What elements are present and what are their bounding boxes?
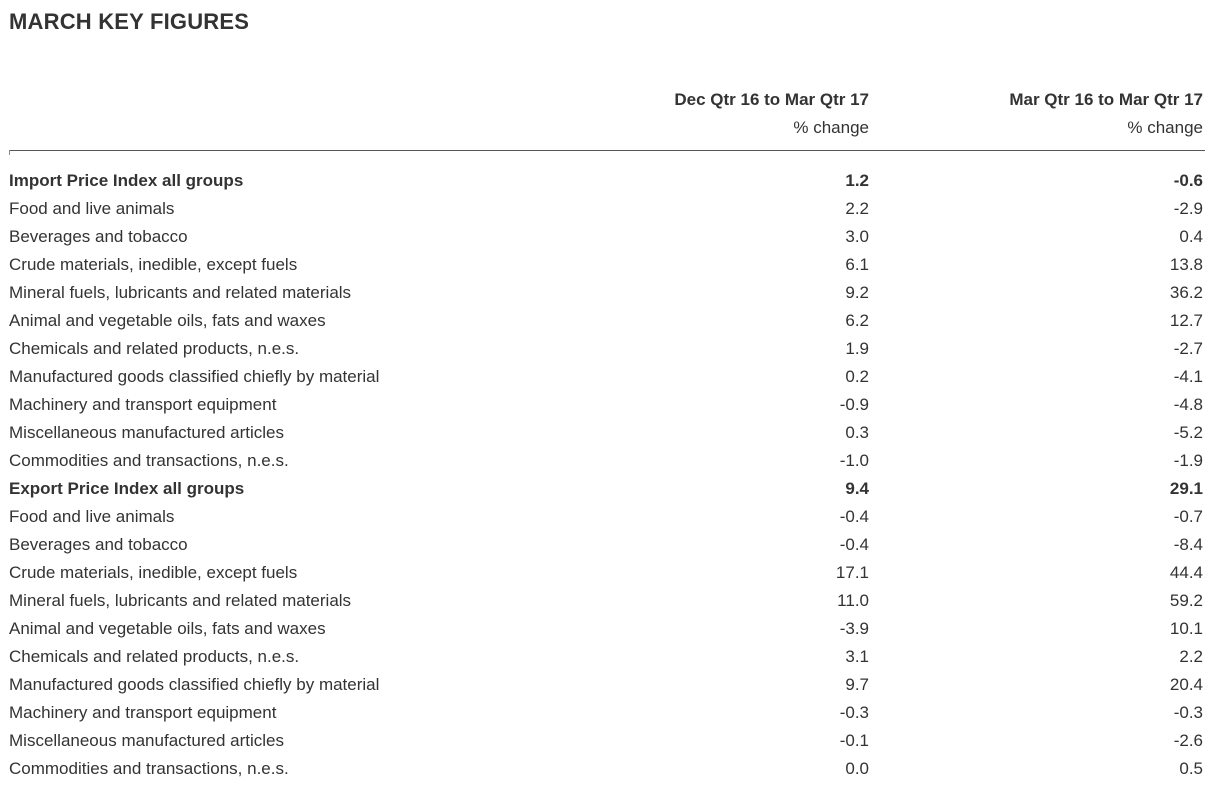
table-row [9, 643, 1204, 671]
row-value-annual: -4.8 [1173, 395, 1203, 414]
table-row [9, 419, 1204, 447]
row-value-annual: -1.9 [1173, 451, 1203, 470]
row-value-annual: -0.3 [1173, 703, 1203, 722]
header-divider-tick [9, 150, 10, 155]
row-label: Machinery and transport equipment [9, 395, 277, 414]
page-title: MARCH KEY FIGURES [9, 9, 250, 34]
row-value-quarterly: 9.7 [845, 675, 869, 694]
row-label: Chemicals and related products, n.e.s. [9, 647, 300, 666]
row-label: Crude materials, inedible, except fuels [9, 563, 298, 582]
row-value-annual: -0.7 [1173, 507, 1203, 526]
table-row [9, 447, 1204, 475]
column-header-quarterly-label: Dec Qtr 16 to Mar Qtr 17 [674, 90, 869, 109]
row-value-quarterly: -3.9 [839, 619, 869, 638]
row-label: Food and live animals [9, 507, 175, 526]
row-value-annual: 59.2 [1169, 591, 1203, 610]
row-value-annual: -5.2 [1173, 423, 1203, 442]
row-value-quarterly: 0.0 [845, 759, 869, 778]
table-row [9, 251, 1204, 279]
column-header-quarterly [674, 86, 869, 142]
row-label: Manufactured goods classified chiefly by material [9, 675, 380, 694]
table-row [9, 223, 1204, 251]
row-label: Food and live animals [9, 199, 175, 218]
row-label: Miscellaneous manufactured articles [9, 423, 284, 442]
row-value-quarterly: -0.9 [839, 395, 869, 414]
row-label: Crude materials, inedible, except fuels [9, 255, 298, 274]
row-value-quarterly: -0.4 [839, 535, 869, 554]
table-row [9, 615, 1204, 643]
row-value-annual: 29.1 [1169, 479, 1203, 498]
row-label: Machinery and transport equipment [9, 703, 277, 722]
table-row [9, 503, 1204, 531]
row-value-annual: -2.7 [1173, 339, 1203, 358]
table-row [9, 363, 1204, 391]
row-value-quarterly: 17.1 [835, 563, 869, 582]
row-value-annual: 10.1 [1169, 619, 1203, 638]
row-value-annual: -4.1 [1173, 367, 1203, 386]
row-label: Export Price Index all groups [9, 479, 245, 498]
row-label: Commodities and transactions, n.e.s. [9, 451, 289, 470]
row-label: Beverages and tobacco [9, 227, 188, 246]
row-value-quarterly: 0.2 [845, 367, 869, 386]
row-value-quarterly: 1.9 [845, 339, 869, 358]
row-value-quarterly: 3.0 [845, 227, 869, 246]
row-value-quarterly: 1.2 [845, 171, 869, 190]
row-value-annual: 12.7 [1169, 311, 1203, 330]
row-value-annual: 2.2 [1179, 647, 1203, 666]
row-value-quarterly: -0.1 [839, 731, 869, 750]
table-row-group-total [9, 475, 1204, 503]
row-label: Manufactured goods classified chiefly by material [9, 367, 380, 386]
row-value-quarterly: 6.1 [845, 255, 869, 274]
row-value-annual: -0.6 [1173, 171, 1203, 190]
row-value-quarterly: 0.3 [845, 423, 869, 442]
table-row [9, 531, 1204, 559]
row-label: Animal and vegetable oils, fats and waxes [9, 619, 326, 638]
table-row [9, 307, 1204, 335]
row-label: Beverages and tobacco [9, 535, 188, 554]
table-row [9, 391, 1204, 419]
row-label: Chemicals and related products, n.e.s. [9, 339, 300, 358]
table-row [9, 335, 1204, 363]
row-value-annual: -8.4 [1173, 535, 1203, 554]
row-value-quarterly: -0.4 [839, 507, 869, 526]
column-header-quarterly-unit: % change [793, 118, 869, 137]
column-header-annual-unit: % change [1127, 118, 1203, 137]
table-row [9, 755, 1204, 783]
key-figures-table [9, 167, 1204, 783]
column-header-annual [1009, 86, 1203, 142]
row-value-annual: 0.5 [1179, 759, 1203, 778]
table-row [9, 727, 1204, 755]
table-row [9, 559, 1204, 587]
row-value-quarterly: 6.2 [845, 311, 869, 330]
table-row [9, 195, 1204, 223]
row-value-annual: 44.4 [1169, 563, 1203, 582]
row-value-annual: -2.9 [1173, 199, 1203, 218]
row-value-annual: 0.4 [1179, 227, 1203, 246]
row-label: Mineral fuels, lubricants and related materials [9, 591, 352, 610]
row-value-quarterly: 9.4 [845, 479, 869, 498]
row-label: Mineral fuels, lubricants and related materials [9, 283, 352, 302]
table-row-group-total [9, 167, 1204, 195]
header-divider [9, 150, 1205, 151]
row-label: Commodities and transactions, n.e.s. [9, 759, 289, 778]
column-header-annual-label: Mar Qtr 16 to Mar Qtr 17 [1009, 90, 1203, 109]
row-value-quarterly: -0.3 [839, 703, 869, 722]
row-value-quarterly: 2.2 [845, 199, 869, 218]
row-value-annual: -2.6 [1173, 731, 1203, 750]
table-row [9, 279, 1204, 307]
row-label: Animal and vegetable oils, fats and waxes [9, 311, 326, 330]
table-row [9, 699, 1204, 727]
row-value-quarterly: 11.0 [837, 591, 869, 610]
table-header [9, 86, 1204, 142]
row-value-quarterly: 9.2 [845, 283, 869, 302]
table-row [9, 587, 1204, 615]
table-row [9, 671, 1204, 699]
row-label: Import Price Index all groups [9, 171, 244, 190]
row-value-annual: 20.4 [1169, 675, 1203, 694]
row-label: Miscellaneous manufactured articles [9, 731, 284, 750]
row-value-annual: 36.2 [1169, 283, 1203, 302]
row-value-quarterly: -1.0 [839, 451, 869, 470]
row-value-quarterly: 3.1 [845, 647, 869, 666]
row-value-annual: 13.8 [1169, 255, 1203, 274]
